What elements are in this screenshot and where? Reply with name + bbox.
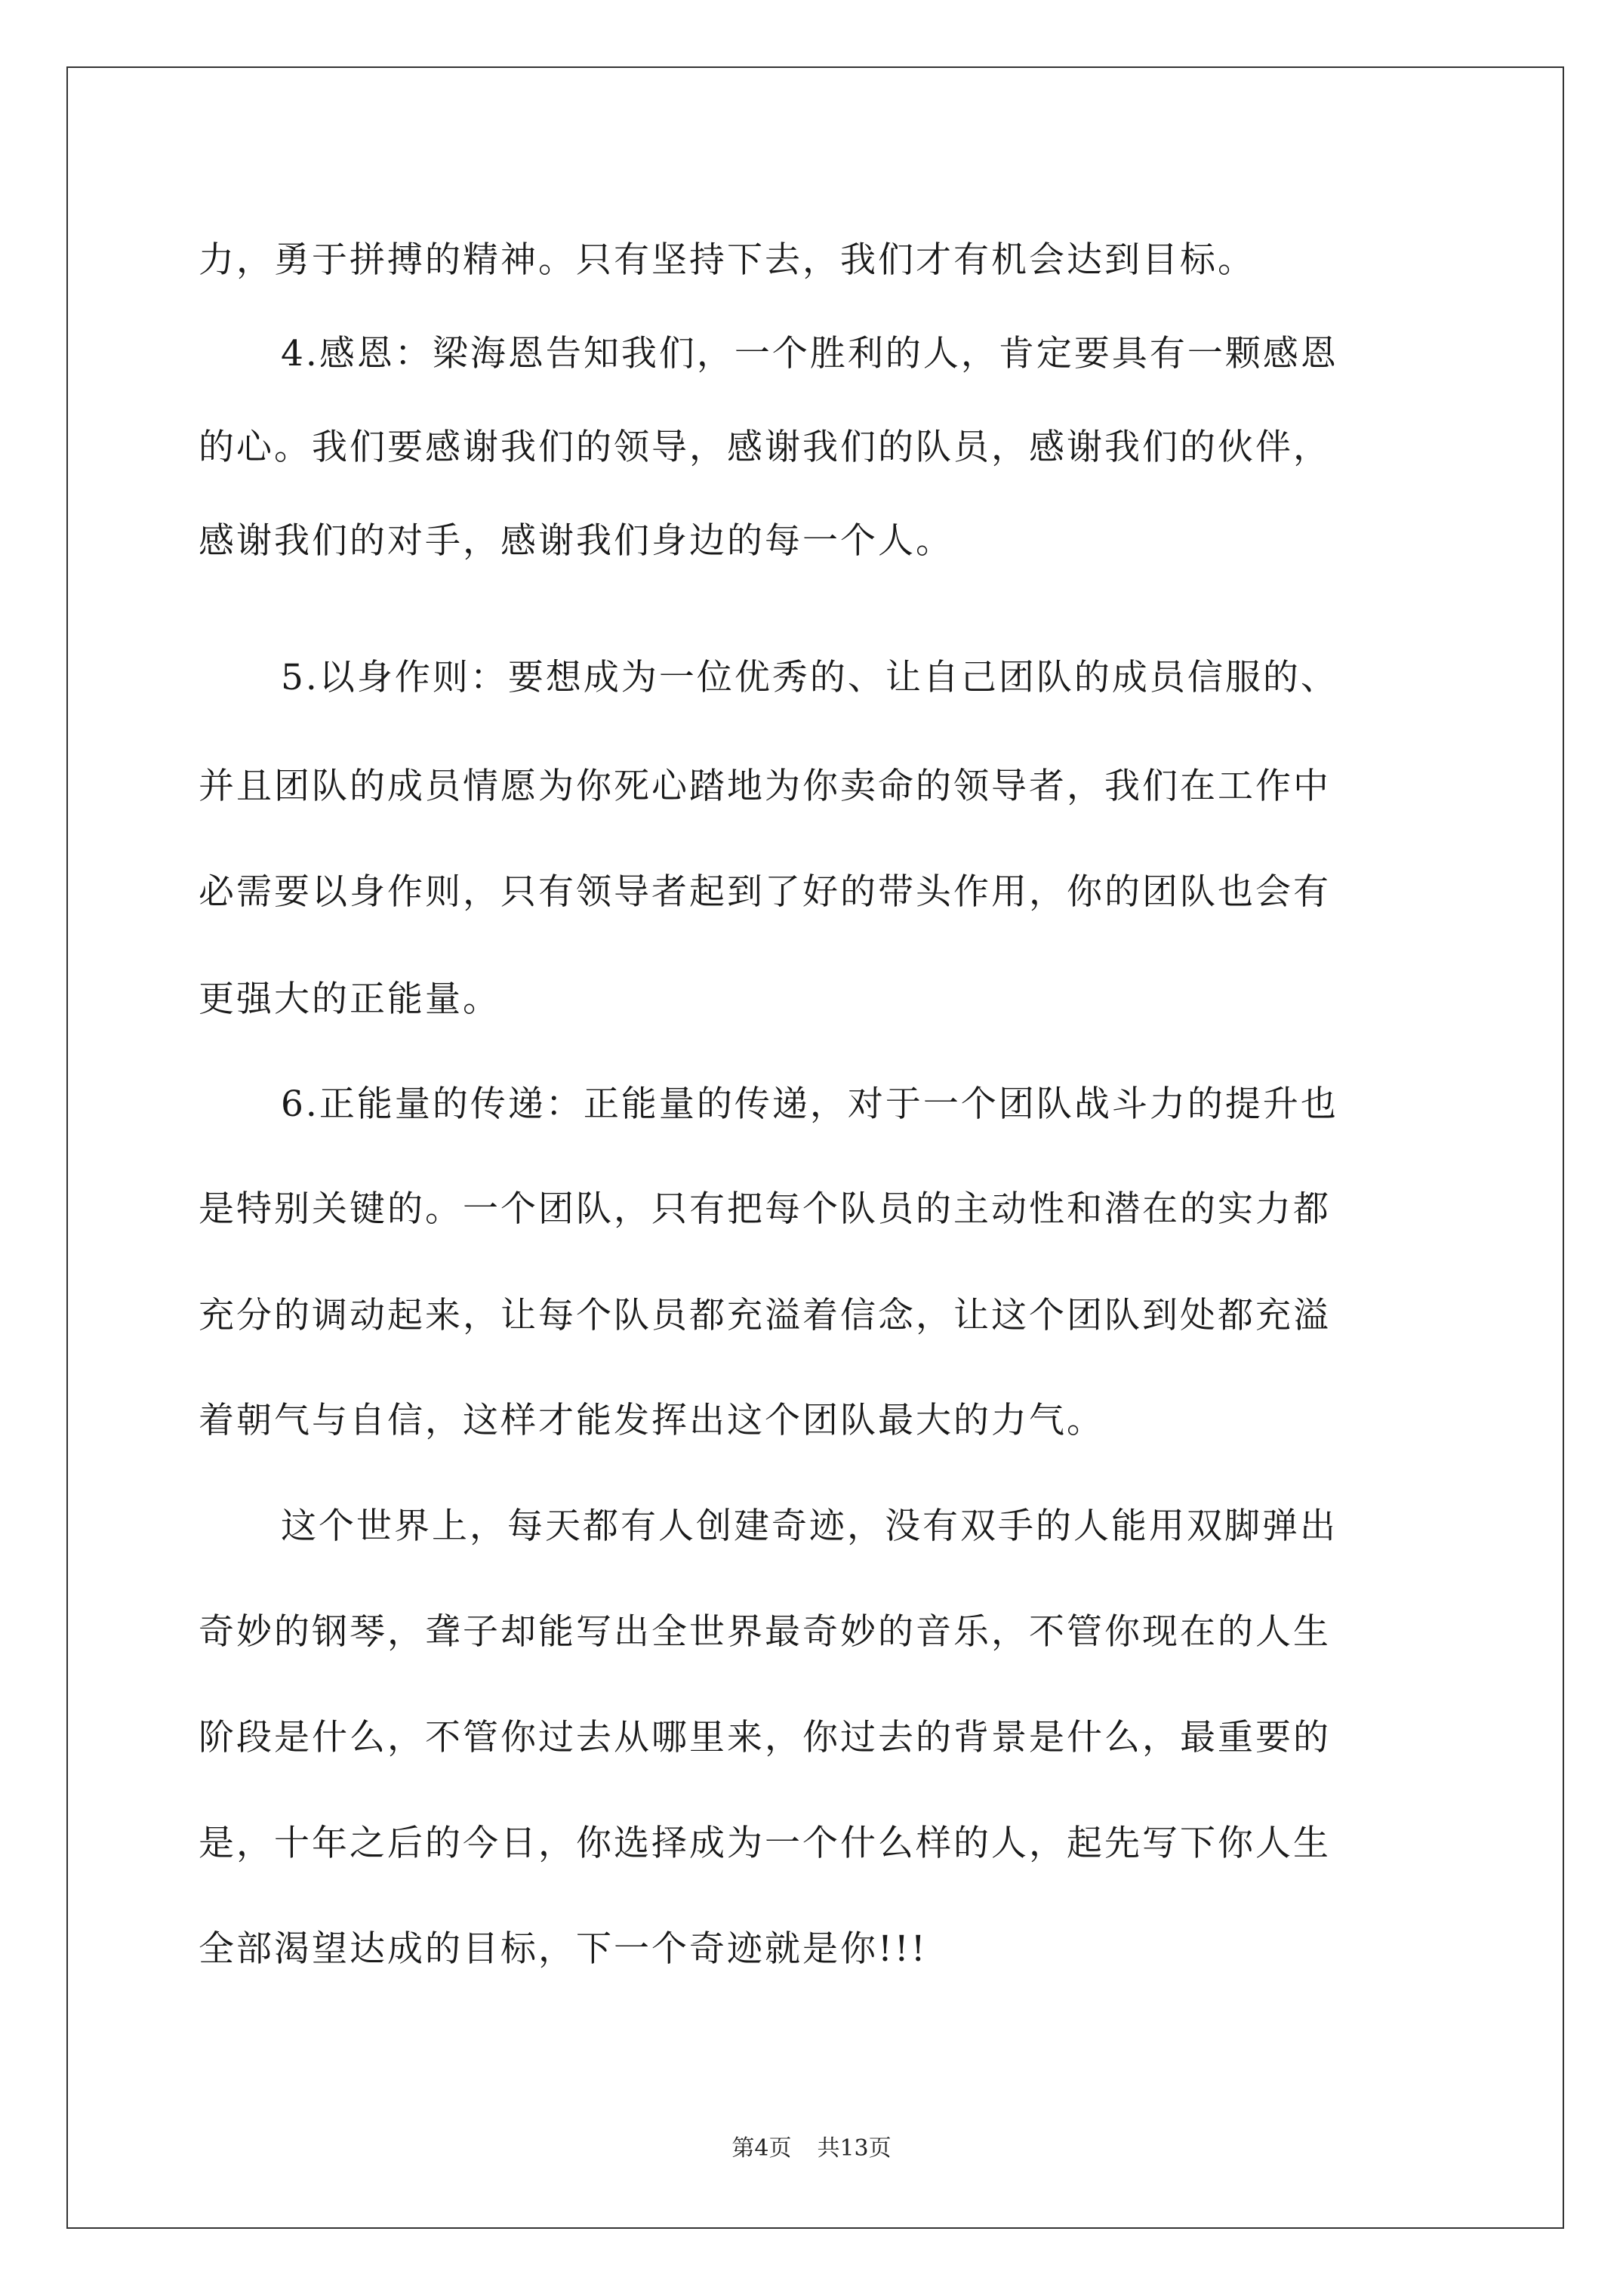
text-line: 4.感恩：梁海恩告知我们，一个胜利的人，肯定要具有一颗感恩: [281, 333, 1338, 374]
text-line: 并且团队的成员情愿为你死心踏地为你卖命的领导者，我们在工作中: [199, 766, 1331, 807]
text-line: 6.正能量的传递：正能量的传递，对于一个团队战斗力的提升也: [281, 1083, 1338, 1125]
page-footer: [0, 2134, 1623, 2164]
text-line: 着朝气与自信，这样才能发挥出这个团队最大的力气。: [199, 1400, 1104, 1441]
page-border: [66, 66, 1564, 2229]
text-line: 是，十年之后的今日，你选择成为一个什么样的人，起先写下你人生: [199, 1823, 1331, 1864]
text-line: 阶段是什么，不管你过去从哪里来，你过去的背景是什么，最重要的: [199, 1717, 1331, 1758]
text-line: 5.以身作则：要想成为一位优秀的、让自己团队的成员信服的、: [281, 657, 1338, 698]
text-line: 必需要以身作则，只有领导者起到了好的带头作用，你的团队也会有: [199, 871, 1331, 913]
text-line: 这个世界上，每天都有人创建奇迹，没有双手的人能用双脚弹出: [281, 1505, 1338, 1547]
text-line: 更强大的正能量。: [199, 978, 500, 1020]
text-line: 充分的调动起来，让每个队员都充溢着信念，让这个团队到处都充溢: [199, 1295, 1331, 1336]
page-number: 第4页: [731, 2135, 792, 2162]
page-total: 共13页: [817, 2135, 892, 2162]
text-line: 力，勇于拼搏的精神。只有坚持下去，我们才有机会达到目标。: [199, 239, 1255, 281]
text-line: 奇妙的钢琴，聋子却能写出全世界最奇妙的音乐，不管你现在的人生: [199, 1611, 1331, 1653]
text-line: 的心。我们要感谢我们的领导，感谢我们的队员，感谢我们的伙伴，: [199, 427, 1331, 468]
text-line: 全部渴望达成的目标，下一个奇迹就是你!!!: [199, 1928, 928, 1970]
text-line: 是特别关键的。一个团队，只有把每个队员的主动性和潜在的实力都: [199, 1188, 1331, 1230]
text-line: 感谢我们的对手，感谢我们身边的每一个人。: [199, 520, 953, 562]
